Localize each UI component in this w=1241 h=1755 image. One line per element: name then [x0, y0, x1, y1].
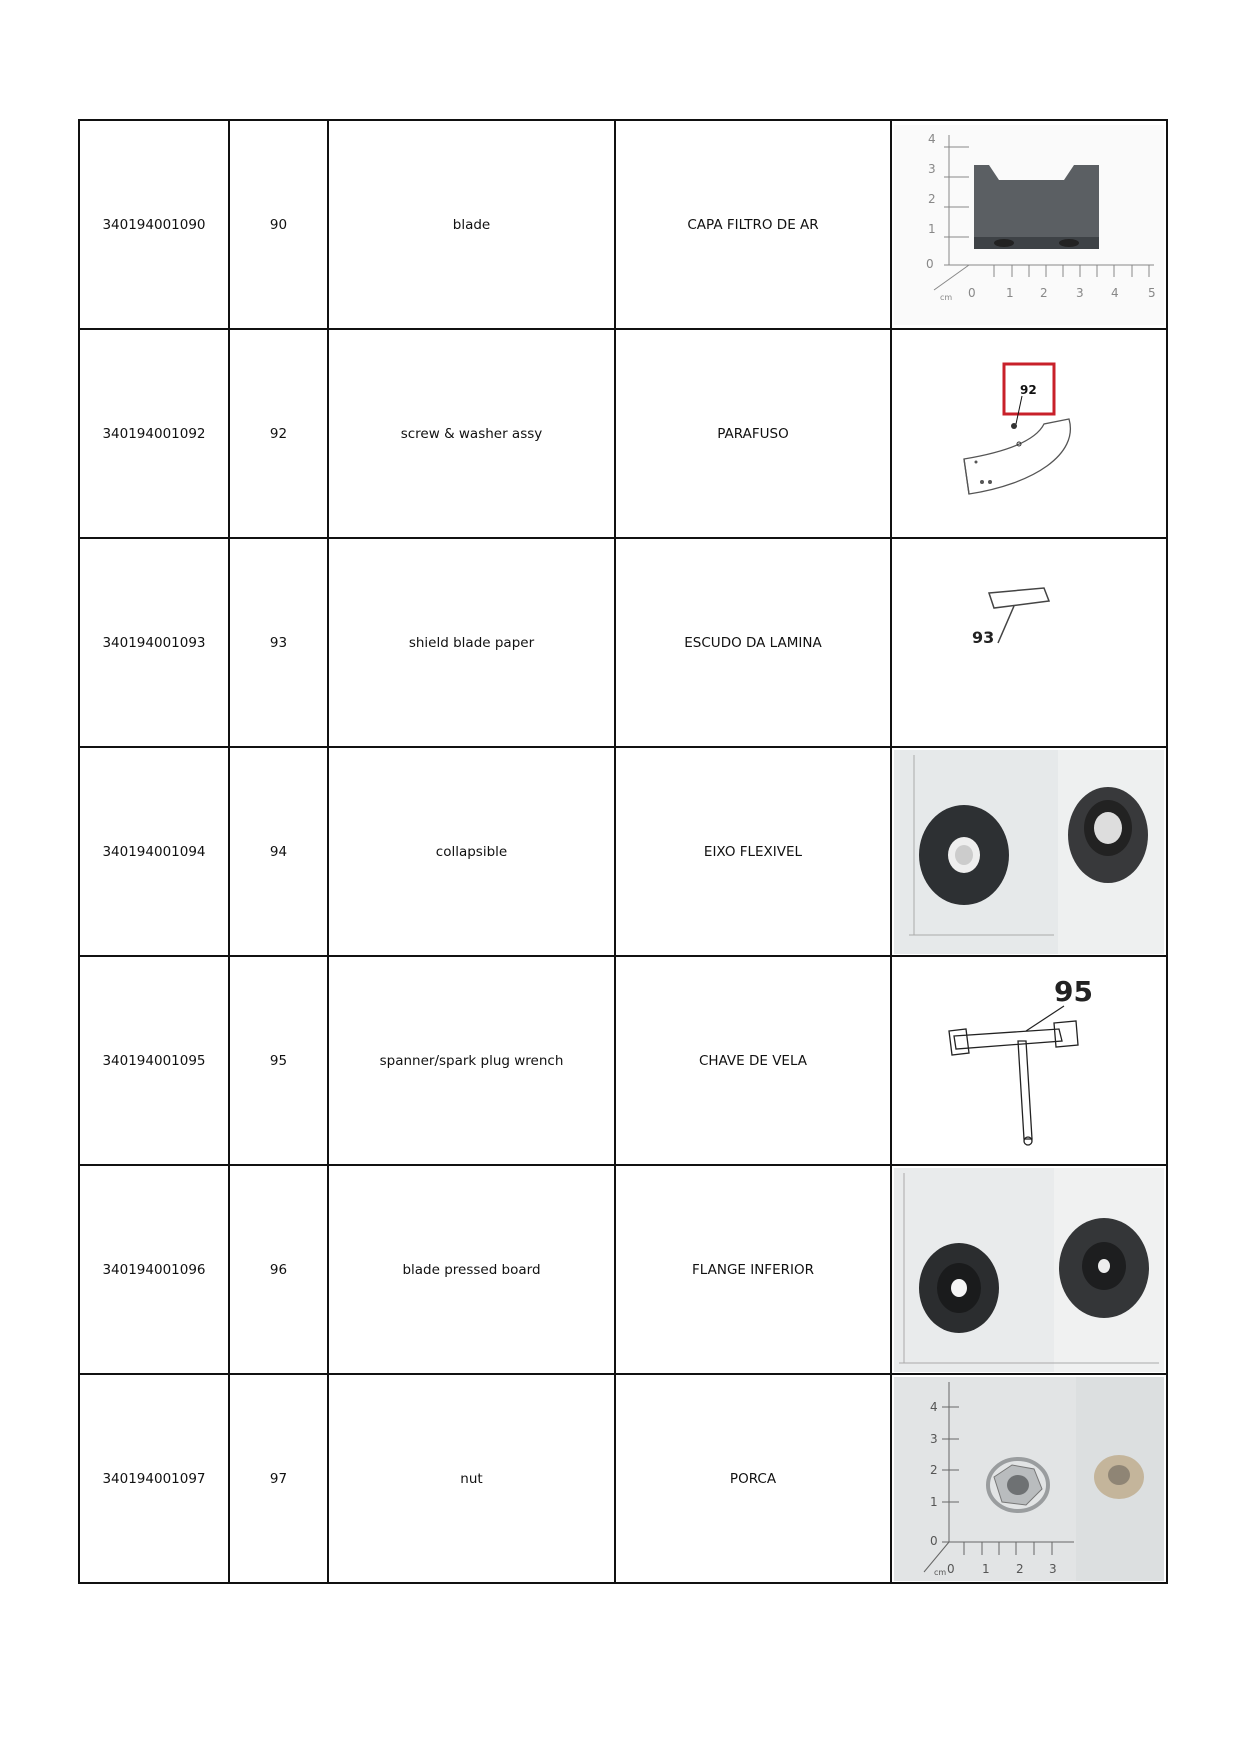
svg-text:2: 2	[930, 1462, 938, 1477]
table-row	[79, 1165, 1167, 1374]
part-code: 340194001097	[79, 1374, 229, 1583]
part-ref: 95	[229, 956, 328, 1165]
part-ref: 90	[229, 120, 328, 329]
flange-nut-photo	[894, 1377, 1164, 1581]
part-image-cell	[891, 747, 1167, 956]
svg-text:4: 4	[930, 1399, 938, 1414]
svg-text:2: 2	[1040, 285, 1048, 300]
air-filter-cover-photo	[894, 125, 1164, 325]
table-row	[79, 329, 1167, 538]
part-description-pt: FLANGE INFERIOR	[615, 1165, 891, 1374]
part-ref: 92	[229, 329, 328, 538]
part-code: 340194001093	[79, 538, 229, 747]
splined-flange-photo	[894, 750, 1164, 954]
part-description-pt: PARAFUSO	[615, 329, 891, 538]
part-ref: 93	[229, 538, 328, 747]
part-image-cell	[891, 329, 1167, 538]
svg-text:0: 0	[947, 1561, 955, 1576]
svg-text:92: 92	[1020, 382, 1037, 397]
svg-text:1: 1	[982, 1561, 990, 1576]
svg-text:4: 4	[928, 131, 936, 146]
svg-text:1: 1	[928, 221, 936, 236]
svg-text:3: 3	[928, 161, 936, 176]
svg-text:0: 0	[926, 256, 934, 271]
svg-text:95: 95	[1054, 974, 1093, 1008]
part-ref: 97	[229, 1374, 328, 1583]
svg-text:0: 0	[968, 285, 976, 300]
part-description-pt: CAPA FILTRO DE AR	[615, 120, 891, 329]
spark-plug-wrench-diagram	[894, 961, 1164, 1161]
part-description-en: collapsible	[328, 747, 615, 956]
part-code: 340194001096	[79, 1165, 229, 1374]
part-description-pt: ESCUDO DA LAMINA	[615, 538, 891, 747]
parts-table	[78, 119, 1168, 1584]
part-description-en: spanner/spark plug wrench	[328, 956, 615, 1165]
svg-text:2: 2	[1016, 1561, 1024, 1576]
part-code: 340194001092	[79, 329, 229, 538]
part-image-cell	[891, 1374, 1167, 1583]
part-ref: 94	[229, 747, 328, 956]
svg-text:0: 0	[930, 1533, 938, 1548]
blade-guard-screw-diagram	[894, 334, 1164, 534]
table-row	[79, 120, 1167, 329]
part-image-cell	[891, 538, 1167, 747]
part-ref: 96	[229, 1165, 328, 1374]
lower-flange-photo	[894, 1168, 1164, 1372]
part-code: 340194001094	[79, 747, 229, 956]
table-row	[79, 747, 1167, 956]
shield-paper-diagram	[894, 543, 1164, 743]
part-description-en: screw & washer assy	[328, 329, 615, 538]
part-code: 340194001090	[79, 120, 229, 329]
part-image-cell	[891, 956, 1167, 1165]
svg-text:cm: cm	[934, 1567, 947, 1577]
table-row	[79, 538, 1167, 747]
part-description-en: nut	[328, 1374, 615, 1583]
svg-text:1: 1	[930, 1494, 938, 1509]
part-description-en: shield blade paper	[328, 538, 615, 747]
part-description-pt: CHAVE DE VELA	[615, 956, 891, 1165]
svg-text:1: 1	[1006, 285, 1014, 300]
part-image-cell	[891, 1165, 1167, 1374]
svg-text:5: 5	[1148, 285, 1156, 300]
part-description-pt: EIXO FLEXIVEL	[615, 747, 891, 956]
svg-text:3: 3	[1076, 285, 1084, 300]
svg-text:93: 93	[972, 627, 995, 647]
svg-text:4: 4	[1111, 285, 1119, 300]
part-description-en: blade pressed board	[328, 1165, 615, 1374]
svg-text:cm: cm	[940, 292, 953, 302]
part-code: 340194001095	[79, 956, 229, 1165]
part-description-pt: PORCA	[615, 1374, 891, 1583]
svg-text:3: 3	[930, 1431, 938, 1446]
svg-text:3: 3	[1049, 1561, 1057, 1576]
table-row	[79, 956, 1167, 1165]
svg-text:2: 2	[928, 191, 936, 206]
part-image-cell	[891, 120, 1167, 329]
table-row	[79, 1374, 1167, 1583]
part-description-en: blade	[328, 120, 615, 329]
